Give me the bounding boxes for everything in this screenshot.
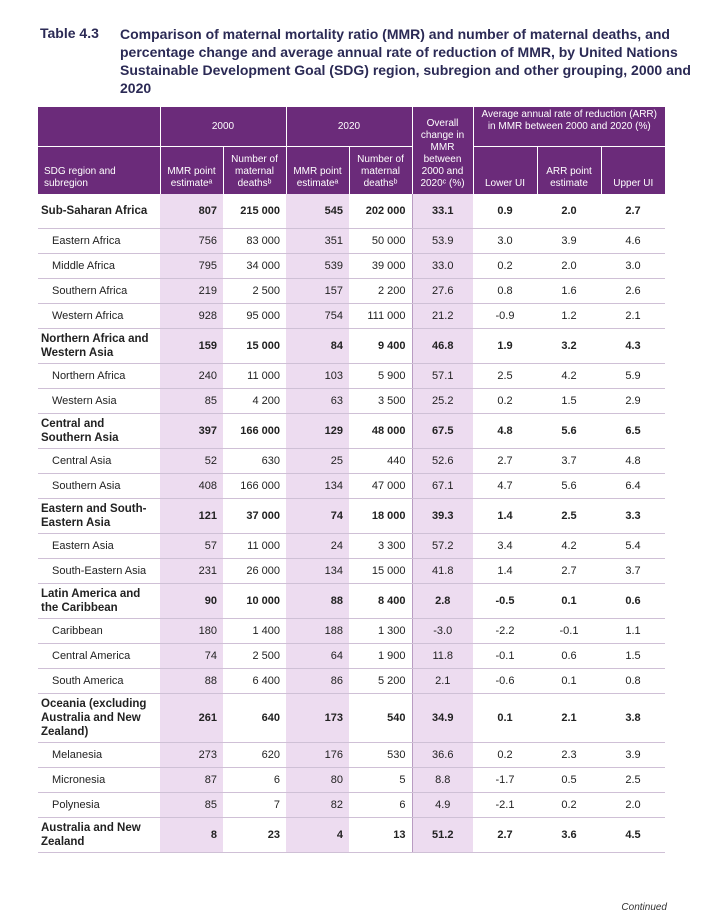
cell-overall-change: 41.8: [412, 558, 473, 583]
cell-deaths-2000: 4 200: [223, 388, 286, 413]
cell-arr-point: 2.0: [537, 194, 601, 229]
cell-arr-point: 3.7: [537, 448, 601, 473]
cell-region-name: Western Africa: [38, 303, 160, 328]
cell-upper-ui: 3.0: [601, 253, 665, 278]
cell-mmr-2020: 24: [286, 533, 349, 558]
cell-deaths-2020: 202 000: [349, 194, 412, 229]
cell-mmr-2000: 397: [160, 413, 223, 448]
cell-deaths-2020: 5 200: [349, 668, 412, 693]
cell-mmr-2020: 176: [286, 742, 349, 767]
cell-arr-point: 4.2: [537, 363, 601, 388]
cell-mmr-2000: 408: [160, 473, 223, 498]
cell-deaths-2000: 215 000: [223, 194, 286, 229]
cell-upper-ui: 2.7: [601, 194, 665, 229]
cell-overall-change: 34.9: [412, 693, 473, 742]
table-row-subregion: [38, 742, 665, 767]
cell-arr-point: 3.2: [537, 328, 601, 363]
cell-overall-change: 52.6: [412, 448, 473, 473]
cell-deaths-2020: 540: [349, 693, 412, 742]
header-arr-point: ARR point estimate: [537, 147, 601, 194]
cell-mmr-2020: 25: [286, 448, 349, 473]
cell-region-name: Western Asia: [38, 388, 160, 413]
cell-lower-ui: 2.7: [473, 817, 537, 852]
cell-deaths-2000: 95 000: [223, 303, 286, 328]
cell-deaths-2000: 620: [223, 742, 286, 767]
cell-deaths-2000: 34 000: [223, 253, 286, 278]
table-row-subregion: [38, 278, 665, 303]
cell-mmr-2020: 4: [286, 817, 349, 852]
cell-mmr-2020: 82: [286, 792, 349, 817]
cell-mmr-2020: 88: [286, 583, 349, 618]
cell-region-name: Sub-Saharan Africa: [38, 194, 160, 229]
cell-mmr-2020: 86: [286, 668, 349, 693]
table-row-subregion: [38, 618, 665, 643]
cell-mmr-2000: 87: [160, 767, 223, 792]
cell-upper-ui: 5.4: [601, 533, 665, 558]
cell-arr-point: 0.2: [537, 792, 601, 817]
cell-deaths-2000: 166 000: [223, 413, 286, 448]
table-row-subregion: [38, 253, 665, 278]
cell-overall-change: 51.2: [412, 817, 473, 852]
cell-lower-ui: 2.7: [473, 448, 537, 473]
cell-mmr-2000: 240: [160, 363, 223, 388]
cell-mmr-2000: 74: [160, 643, 223, 668]
table-row-region: [38, 413, 665, 448]
cell-lower-ui: 4.7: [473, 473, 537, 498]
cell-mmr-2000: 928: [160, 303, 223, 328]
cell-lower-ui: 0.2: [473, 742, 537, 767]
cell-deaths-2020: 48 000: [349, 413, 412, 448]
cell-deaths-2000: 15 000: [223, 328, 286, 363]
cell-region-name: Central America: [38, 643, 160, 668]
table-number: Table 4.3: [40, 25, 99, 41]
header-arr: Average annual rate of reduction (ARR) in MMR between 2000 and 2020 (%): [473, 107, 665, 147]
cell-overall-change: 25.2: [412, 388, 473, 413]
cell-arr-point: 2.1: [537, 693, 601, 742]
cell-mmr-2000: 52: [160, 448, 223, 473]
cell-deaths-2000: 37 000: [223, 498, 286, 533]
cell-arr-point: 1.5: [537, 388, 601, 413]
cell-mmr-2000: 807: [160, 194, 223, 229]
cell-arr-point: 2.3: [537, 742, 601, 767]
header-year-2000: 2000: [160, 107, 286, 147]
cell-region-name: Southern Africa: [38, 278, 160, 303]
cell-mmr-2020: 351: [286, 228, 349, 253]
cell-deaths-2020: 3 500: [349, 388, 412, 413]
cell-mmr-2000: 795: [160, 253, 223, 278]
cell-region-name: Oceania (excluding Australia and New Zealand): [38, 693, 160, 742]
cell-lower-ui: -1.7: [473, 767, 537, 792]
cell-upper-ui: 0.6: [601, 583, 665, 618]
cell-deaths-2000: 166 000: [223, 473, 286, 498]
cell-deaths-2000: 26 000: [223, 558, 286, 583]
cell-region-name: Melanesia: [38, 742, 160, 767]
cell-deaths-2020: 47 000: [349, 473, 412, 498]
cell-overall-change: 53.9: [412, 228, 473, 253]
table-body: [38, 194, 665, 853]
cell-region-name: Caribbean: [38, 618, 160, 643]
cell-arr-point: 4.2: [537, 533, 601, 558]
cell-overall-change: 27.6: [412, 278, 473, 303]
cell-overall-change: 46.8: [412, 328, 473, 363]
table-row-subregion: [38, 558, 665, 583]
cell-deaths-2020: 440: [349, 448, 412, 473]
cell-mmr-2000: 231: [160, 558, 223, 583]
cell-mmr-2000: 85: [160, 388, 223, 413]
header-lower-ui: Lower UI: [473, 147, 537, 194]
cell-deaths-2000: 6 400: [223, 668, 286, 693]
cell-lower-ui: -0.9: [473, 303, 537, 328]
cell-arr-point: 1.6: [537, 278, 601, 303]
cell-region-name: Eastern and South-Eastern Asia: [38, 498, 160, 533]
cell-upper-ui: 2.6: [601, 278, 665, 303]
cell-region-name: South-Eastern Asia: [38, 558, 160, 583]
cell-lower-ui: -0.1: [473, 643, 537, 668]
cell-deaths-2000: 23: [223, 817, 286, 852]
cell-upper-ui: 1.5: [601, 643, 665, 668]
cell-deaths-2000: 11 000: [223, 533, 286, 558]
cell-lower-ui: 0.1: [473, 693, 537, 742]
cell-mmr-2020: 129: [286, 413, 349, 448]
cell-mmr-2020: 134: [286, 473, 349, 498]
cell-overall-change: 36.6: [412, 742, 473, 767]
cell-arr-point: 0.6: [537, 643, 601, 668]
cell-arr-point: 5.6: [537, 473, 601, 498]
header-mmr-2020: MMR point estimateᵃ: [286, 147, 349, 194]
cell-upper-ui: 3.3: [601, 498, 665, 533]
cell-mmr-2020: 188: [286, 618, 349, 643]
cell-deaths-2000: 7: [223, 792, 286, 817]
header-deaths-2020: Number of maternal deathsᵇ: [349, 147, 412, 194]
cell-mmr-2020: 80: [286, 767, 349, 792]
cell-overall-change: 57.2: [412, 533, 473, 558]
cell-upper-ui: 6.5: [601, 413, 665, 448]
cell-region-name: Central Asia: [38, 448, 160, 473]
cell-mmr-2000: 273: [160, 742, 223, 767]
cell-upper-ui: 2.9: [601, 388, 665, 413]
cell-region-name: Australia and New Zealand: [38, 817, 160, 852]
cell-deaths-2000: 640: [223, 693, 286, 742]
cell-arr-point: -0.1: [537, 618, 601, 643]
table-row-subregion: [38, 767, 665, 792]
cell-mmr-2020: 754: [286, 303, 349, 328]
cell-region-name: Polynesia: [38, 792, 160, 817]
cell-deaths-2020: 18 000: [349, 498, 412, 533]
cell-deaths-2020: 8 400: [349, 583, 412, 618]
header-overall-change: Overall change in MMR between 2000 and 2020ᶜ (%): [412, 107, 473, 194]
cell-mmr-2000: 85: [160, 792, 223, 817]
cell-deaths-2020: 9 400: [349, 328, 412, 363]
header-blank: [38, 107, 160, 147]
table-row-subregion: [38, 388, 665, 413]
table-row-subregion: [38, 533, 665, 558]
cell-deaths-2000: 630: [223, 448, 286, 473]
cell-mmr-2000: 8: [160, 817, 223, 852]
cell-mmr-2020: 173: [286, 693, 349, 742]
cell-upper-ui: 2.5: [601, 767, 665, 792]
header-region: SDG region and subregion: [38, 147, 160, 194]
cell-lower-ui: 4.8: [473, 413, 537, 448]
table-row-region: [38, 328, 665, 363]
header-mmr-2000: MMR point estimateᵃ: [160, 147, 223, 194]
cell-overall-change: 2.1: [412, 668, 473, 693]
table-row-subregion: [38, 668, 665, 693]
cell-region-name: Northern Africa: [38, 363, 160, 388]
cell-mmr-2000: 88: [160, 668, 223, 693]
cell-region-name: Middle Africa: [38, 253, 160, 278]
cell-overall-change: 33.1: [412, 194, 473, 229]
cell-arr-point: 2.0: [537, 253, 601, 278]
cell-overall-change: 11.8: [412, 643, 473, 668]
cell-mmr-2020: 64: [286, 643, 349, 668]
cell-deaths-2000: 2 500: [223, 278, 286, 303]
cell-mmr-2000: 121: [160, 498, 223, 533]
cell-arr-point: 0.5: [537, 767, 601, 792]
cell-upper-ui: 4.8: [601, 448, 665, 473]
cell-mmr-2020: 134: [286, 558, 349, 583]
table-row-subregion: [38, 228, 665, 253]
cell-arr-point: 0.1: [537, 668, 601, 693]
cell-mmr-2000: 57: [160, 533, 223, 558]
cell-deaths-2000: 11 000: [223, 363, 286, 388]
cell-arr-point: 2.7: [537, 558, 601, 583]
cell-deaths-2000: 6: [223, 767, 286, 792]
cell-mmr-2000: 261: [160, 693, 223, 742]
table-row-region: [38, 498, 665, 533]
mmr-table: [38, 106, 665, 853]
cell-mmr-2000: 219: [160, 278, 223, 303]
cell-upper-ui: 5.9: [601, 363, 665, 388]
cell-mmr-2020: 157: [286, 278, 349, 303]
cell-upper-ui: 3.8: [601, 693, 665, 742]
cell-upper-ui: 3.7: [601, 558, 665, 583]
header-deaths-2000: Number of maternal deathsᵇ: [223, 147, 286, 194]
cell-lower-ui: 3.4: [473, 533, 537, 558]
cell-upper-ui: 6.4: [601, 473, 665, 498]
cell-mmr-2000: 159: [160, 328, 223, 363]
cell-lower-ui: 2.5: [473, 363, 537, 388]
header-upper-ui: Upper UI: [601, 147, 665, 194]
cell-lower-ui: 1.4: [473, 558, 537, 583]
cell-region-name: Eastern Africa: [38, 228, 160, 253]
cell-deaths-2020: 13: [349, 817, 412, 852]
cell-upper-ui: 0.8: [601, 668, 665, 693]
cell-region-name: Central and Southern Asia: [38, 413, 160, 448]
cell-mmr-2020: 103: [286, 363, 349, 388]
cell-lower-ui: 0.8: [473, 278, 537, 303]
cell-deaths-2020: 6: [349, 792, 412, 817]
table-row-subregion: [38, 303, 665, 328]
cell-lower-ui: -0.6: [473, 668, 537, 693]
cell-deaths-2000: 10 000: [223, 583, 286, 618]
cell-overall-change: 57.1: [412, 363, 473, 388]
cell-upper-ui: 2.0: [601, 792, 665, 817]
cell-deaths-2020: 530: [349, 742, 412, 767]
cell-deaths-2020: 2 200: [349, 278, 412, 303]
cell-overall-change: 8.8: [412, 767, 473, 792]
cell-region-name: Latin America and the Caribbean: [38, 583, 160, 618]
table-row-subregion: [38, 363, 665, 388]
cell-deaths-2020: 3 300: [349, 533, 412, 558]
cell-deaths-2020: 15 000: [349, 558, 412, 583]
cell-lower-ui: 3.0: [473, 228, 537, 253]
cell-deaths-2020: 50 000: [349, 228, 412, 253]
cell-mmr-2020: 539: [286, 253, 349, 278]
cell-deaths-2000: 1 400: [223, 618, 286, 643]
cell-deaths-2020: 5 900: [349, 363, 412, 388]
cell-mmr-2020: 74: [286, 498, 349, 533]
continued-note: Continued: [621, 902, 667, 913]
cell-mmr-2000: 90: [160, 583, 223, 618]
cell-mmr-2000: 756: [160, 228, 223, 253]
cell-overall-change: -3.0: [412, 618, 473, 643]
cell-overall-change: 4.9: [412, 792, 473, 817]
header-year-2020: 2020: [286, 107, 412, 147]
cell-upper-ui: 4.3: [601, 328, 665, 363]
cell-arr-point: 3.9: [537, 228, 601, 253]
cell-upper-ui: 4.6: [601, 228, 665, 253]
cell-mmr-2000: 180: [160, 618, 223, 643]
cell-mmr-2020: 84: [286, 328, 349, 363]
cell-region-name: Micronesia: [38, 767, 160, 792]
cell-deaths-2020: 1 300: [349, 618, 412, 643]
cell-arr-point: 0.1: [537, 583, 601, 618]
cell-lower-ui: -2.1: [473, 792, 537, 817]
cell-region-name: Eastern Asia: [38, 533, 160, 558]
cell-lower-ui: 1.4: [473, 498, 537, 533]
cell-region-name: Southern Asia: [38, 473, 160, 498]
cell-deaths-2000: 2 500: [223, 643, 286, 668]
cell-lower-ui: 0.2: [473, 388, 537, 413]
cell-mmr-2020: 63: [286, 388, 349, 413]
table-row-subregion: [38, 643, 665, 668]
cell-deaths-2020: 5: [349, 767, 412, 792]
cell-upper-ui: 1.1: [601, 618, 665, 643]
cell-deaths-2020: 39 000: [349, 253, 412, 278]
table-row-subregion: [38, 792, 665, 817]
cell-overall-change: 67.5: [412, 413, 473, 448]
cell-lower-ui: 0.2: [473, 253, 537, 278]
cell-deaths-2020: 1 900: [349, 643, 412, 668]
cell-upper-ui: 2.1: [601, 303, 665, 328]
cell-deaths-2020: 111 000: [349, 303, 412, 328]
cell-overall-change: 67.1: [412, 473, 473, 498]
table-row-region: [38, 583, 665, 618]
table-row-subregion: [38, 473, 665, 498]
cell-mmr-2020: 545: [286, 194, 349, 229]
cell-overall-change: 2.8: [412, 583, 473, 618]
cell-arr-point: 1.2: [537, 303, 601, 328]
cell-overall-change: 39.3: [412, 498, 473, 533]
cell-lower-ui: -0.5: [473, 583, 537, 618]
cell-arr-point: 2.5: [537, 498, 601, 533]
table-row-region: [38, 194, 665, 229]
table-row-subregion: [38, 448, 665, 473]
cell-lower-ui: 0.9: [473, 194, 537, 229]
cell-region-name: Northern Africa and Western Asia: [38, 328, 160, 363]
cell-arr-point: 5.6: [537, 413, 601, 448]
cell-overall-change: 33.0: [412, 253, 473, 278]
cell-deaths-2000: 83 000: [223, 228, 286, 253]
table-title: Comparison of maternal mortality ratio (MMR) and number of maternal deaths, and percentage change and average annual rate of reduction of MMR, by United Nations Sustainable Development Goal (SDG) region, subregion and other grouping, 2000 and 2020: [120, 26, 691, 96]
cell-upper-ui: 3.9: [601, 742, 665, 767]
table-row-region: [38, 693, 665, 742]
cell-region-name: South America: [38, 668, 160, 693]
cell-overall-change: 21.2: [412, 303, 473, 328]
cell-lower-ui: 1.9: [473, 328, 537, 363]
cell-upper-ui: 4.5: [601, 817, 665, 852]
table-row-region: [38, 817, 665, 852]
cell-lower-ui: -2.2: [473, 618, 537, 643]
cell-arr-point: 3.6: [537, 817, 601, 852]
